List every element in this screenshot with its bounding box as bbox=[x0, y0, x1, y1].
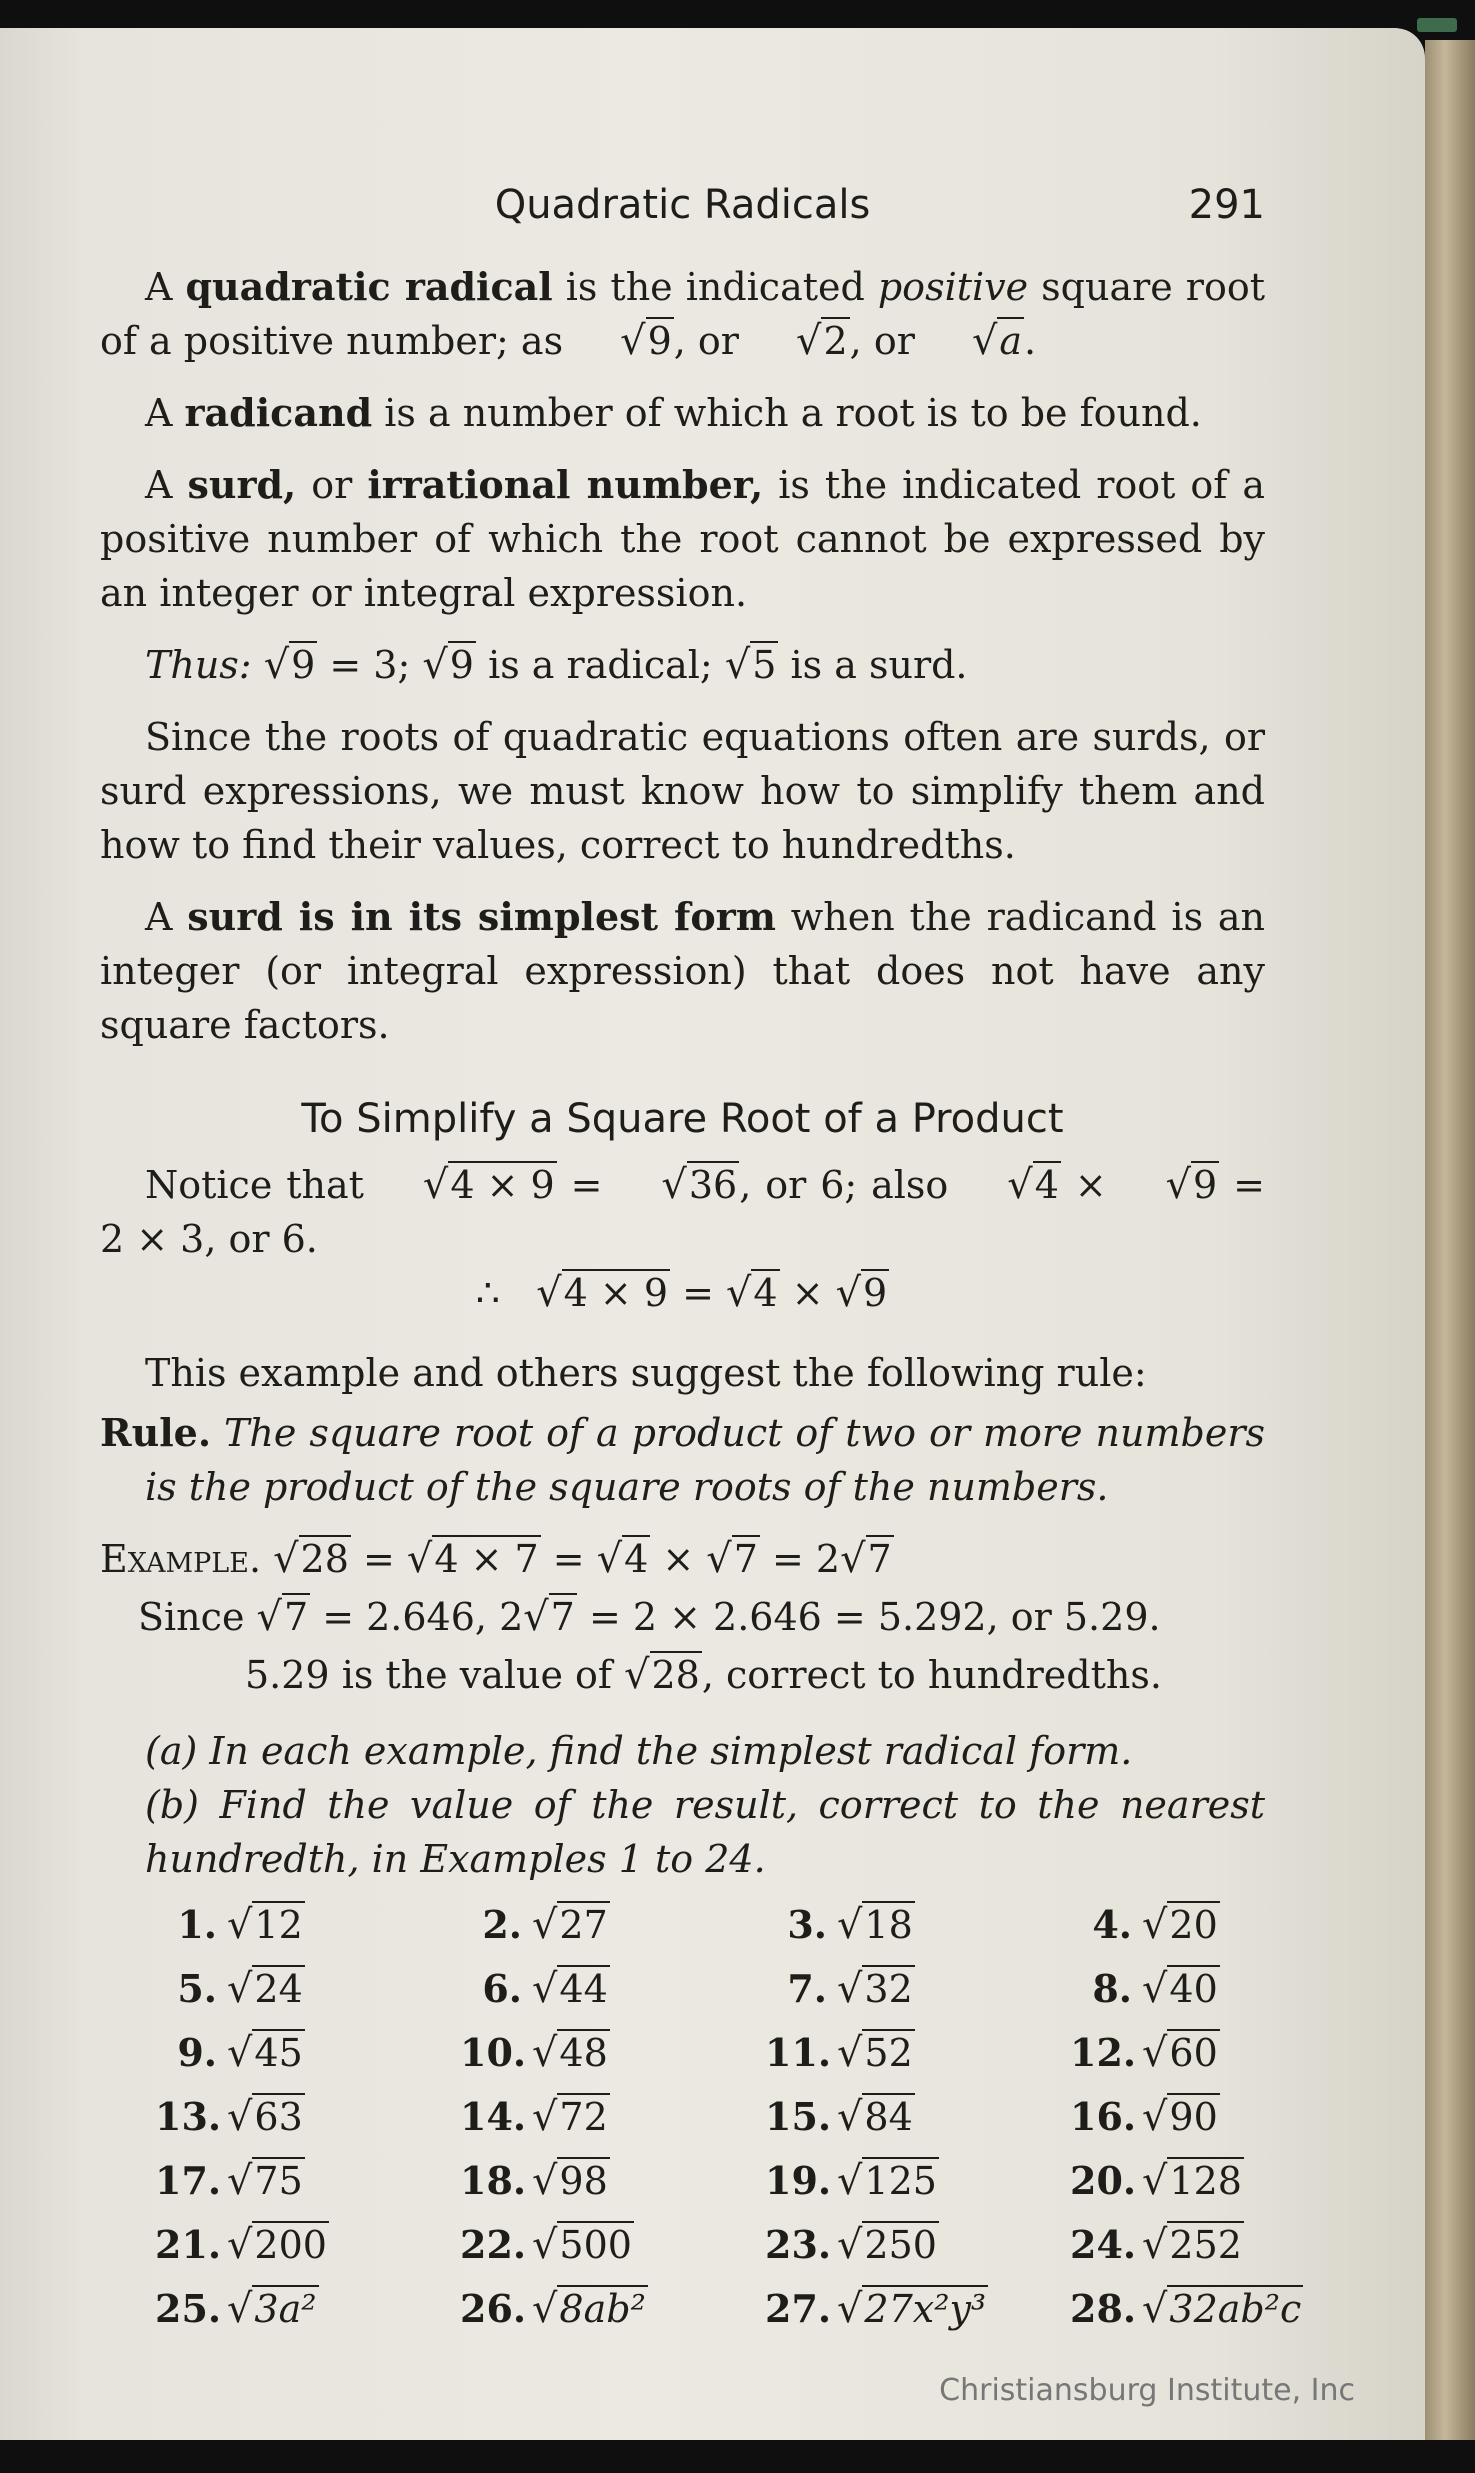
therefore-line: ∴ √4 × 9 = √4 × √9 bbox=[100, 1266, 1265, 1320]
exercise-number: 12. bbox=[1070, 2030, 1137, 2075]
exercise-number: 11. bbox=[765, 2030, 832, 2075]
radical: √4 × 9 bbox=[422, 1162, 555, 1208]
exercise-item bbox=[765, 2152, 1070, 2210]
radical: √12 bbox=[227, 1902, 303, 1948]
radical: √9 bbox=[422, 642, 474, 688]
exercise-number: 2. bbox=[482, 1902, 522, 1947]
exercise-item bbox=[155, 1960, 460, 2018]
radical: √4 bbox=[726, 1270, 778, 1316]
term-surd: surd, bbox=[187, 462, 297, 507]
exercise-number: 22. bbox=[460, 2222, 527, 2267]
exercise-item bbox=[1070, 2216, 1375, 2274]
exercise-number: 13. bbox=[155, 2094, 222, 2139]
exercise-number: 24. bbox=[1070, 2222, 1137, 2267]
radical: √252 bbox=[1142, 2222, 1242, 2268]
exercise-number: 7. bbox=[787, 1966, 827, 2011]
book-page bbox=[0, 28, 1425, 2440]
exercise-item bbox=[765, 2280, 1070, 2338]
exercise-number: 25. bbox=[155, 2286, 222, 2331]
radical: √4 bbox=[596, 1536, 649, 1582]
exercise-item bbox=[460, 2216, 765, 2274]
exercise-item bbox=[1070, 2088, 1375, 2146]
exercise-item bbox=[765, 2088, 1070, 2146]
book-spine bbox=[1425, 40, 1475, 2440]
radical: √45 bbox=[227, 2030, 303, 2076]
radical: √48 bbox=[532, 2030, 608, 2076]
exercise-item bbox=[460, 2024, 765, 2082]
radical: √128 bbox=[1142, 2158, 1242, 2204]
radical: √63 bbox=[227, 2094, 303, 2140]
term-quadratic-radical: quadratic radical bbox=[185, 264, 553, 309]
thus-example: Thus: √9 = 3; √9 is a radical; √5 is a surd. bbox=[145, 638, 1265, 692]
term-radicand: radicand bbox=[184, 390, 373, 435]
exercise-number: 28. bbox=[1070, 2286, 1137, 2331]
radical: √28 bbox=[273, 1536, 349, 1582]
exercise-number: 1. bbox=[177, 1902, 217, 1947]
radical: √500 bbox=[532, 2222, 632, 2268]
radical: √3a² bbox=[227, 2286, 317, 2332]
page-header bbox=[100, 178, 1265, 242]
radical: √4 bbox=[1007, 1162, 1059, 1208]
page-number: 291 bbox=[1188, 182, 1265, 228]
exercise-item bbox=[765, 1960, 1070, 2018]
notice-line: Notice that √4 × 9 = √36, or 6; also √4 × √9 = 2 × 3, or 6. bbox=[100, 1158, 1265, 1266]
running-title: Quadratic Radicals bbox=[494, 182, 871, 228]
radical: √7 bbox=[523, 1594, 575, 1640]
exercise-item bbox=[155, 2152, 460, 2210]
radical: √32ab²c bbox=[1142, 2286, 1302, 2332]
radical: √40 bbox=[1142, 1966, 1218, 2012]
instruction-a: (a) In each example, find the simplest radical form. bbox=[145, 1729, 1133, 1773]
radical: √52 bbox=[837, 2030, 913, 2076]
radical: √27x²y³ bbox=[837, 2286, 987, 2332]
radical: √36 bbox=[661, 1162, 738, 1208]
exercise-number: 21. bbox=[155, 2222, 222, 2267]
paragraph-quadratic-radical: A quadratic radical is the indicated positive square root of a positive number; as √9, or √2, or √a. bbox=[100, 260, 1265, 368]
radical: √7 bbox=[706, 1536, 758, 1582]
paragraph-radicand: A radicand is a number of which a root is to be found. bbox=[145, 390, 1202, 435]
exercise-number: 6. bbox=[482, 1966, 522, 2011]
radical: √125 bbox=[837, 2158, 937, 2204]
exercise-number: 18. bbox=[460, 2158, 527, 2203]
exercise-item bbox=[765, 2024, 1070, 2082]
rule-block bbox=[100, 1406, 1265, 1514]
exercise-number: 14. bbox=[460, 2094, 527, 2139]
exercise-grid bbox=[155, 1896, 1302, 2338]
exercise-number: 23. bbox=[765, 2222, 832, 2267]
exercise-number: 26. bbox=[460, 2286, 527, 2331]
exercise-number: 19. bbox=[765, 2158, 832, 2203]
exercise-item bbox=[155, 2088, 460, 2146]
radical: √9 bbox=[835, 1270, 888, 1316]
radical: √5 bbox=[724, 642, 777, 688]
book-spine-top bbox=[1417, 18, 1457, 32]
radical: √24 bbox=[227, 1966, 303, 2012]
radical: √60 bbox=[1142, 2030, 1218, 2076]
radical: √9 bbox=[620, 318, 672, 364]
exercise-item bbox=[1070, 2024, 1375, 2082]
exercise-item bbox=[460, 1960, 765, 2018]
exercise-number: 4. bbox=[1092, 1902, 1132, 1947]
exercise-number: 15. bbox=[765, 2094, 832, 2139]
exercise-item bbox=[155, 2216, 460, 2274]
radical: √27 bbox=[532, 1902, 608, 1948]
rule-text: The square root of a product of two or more numbers is the product of the square roots of the numbers. bbox=[145, 1411, 1265, 1509]
exercise-number: 16. bbox=[1070, 2094, 1137, 2139]
term-simplest-form: surd is in its simplest form bbox=[187, 894, 776, 939]
exercise-item bbox=[460, 1896, 765, 1954]
page-content bbox=[100, 178, 1302, 2338]
exercise-item bbox=[1070, 2280, 1375, 2338]
paragraph-simplest-form: A surd is in its simplest form when the radicand is an integer (or integral expression) that does not have any square factors. bbox=[100, 894, 1265, 1047]
radical: √200 bbox=[227, 2222, 327, 2268]
exercise-number: 8. bbox=[1092, 1966, 1132, 2011]
radical: √a bbox=[971, 318, 1023, 364]
radical: √2 bbox=[796, 318, 848, 364]
paragraph-surd: A surd, or irrational number, is the indicated root of a positive number of which the root cannot be expressed by an integer or integral expression. bbox=[100, 462, 1266, 615]
term-irrational-number: irrational number, bbox=[367, 462, 764, 507]
exercise-item bbox=[460, 2088, 765, 2146]
watermark: Christiansburg Institute, Inc bbox=[939, 2373, 1355, 2408]
example-line-2: Since √7 = 2.646, 2√7 = 2 × 2.646 = 5.292, or 5.29. bbox=[138, 1590, 1265, 1644]
exercise-number: 10. bbox=[460, 2030, 527, 2075]
exercise-item bbox=[460, 2280, 765, 2338]
example-line-3: 5.29 is the value of √28, correct to hundredths. bbox=[245, 1648, 1265, 1702]
exercise-item bbox=[1070, 2152, 1375, 2210]
radical: √18 bbox=[837, 1902, 913, 1948]
section-heading: To Simplify a Square Root of a Product bbox=[301, 1096, 1064, 1142]
radical: √75 bbox=[227, 2158, 303, 2204]
exercise-number: 5. bbox=[177, 1966, 217, 2011]
example-label: Example. bbox=[100, 1537, 262, 1581]
instruction-b: (b) Find the value of the result, correct to the nearest hundredth, in Examples 1 to 24. bbox=[145, 1783, 1265, 1881]
exercise-number: 17. bbox=[155, 2158, 222, 2203]
suggest-line: This example and others suggest the following rule: bbox=[145, 1351, 1147, 1395]
exercise-number: 3. bbox=[787, 1902, 827, 1947]
rule-label: Rule. bbox=[100, 1410, 212, 1455]
radical: √90 bbox=[1142, 2094, 1218, 2140]
exercise-item bbox=[1070, 1896, 1375, 1954]
paragraph-roots: Since the roots of quadratic equations often are surds, or surd expressions, we must know how to simplify them and how to find their values, correct to hundredths. bbox=[100, 715, 1265, 867]
exercise-item bbox=[765, 2216, 1070, 2274]
exercise-number: 27. bbox=[765, 2286, 832, 2331]
radical: √250 bbox=[837, 2222, 937, 2268]
exercise-item bbox=[765, 1896, 1070, 1954]
exercise-item bbox=[155, 2280, 460, 2338]
exercise-number: 20. bbox=[1070, 2158, 1137, 2203]
exercise-item bbox=[155, 1896, 460, 1954]
example-line-1: Example. √28 = √4 × 7 = √4 × √7 = 2√7 bbox=[100, 1532, 1265, 1586]
exercise-number: 9. bbox=[177, 2030, 217, 2075]
radical: √4 × 7 bbox=[406, 1536, 539, 1582]
radical: √28 bbox=[624, 1652, 700, 1698]
radical: √7 bbox=[840, 1536, 892, 1582]
radical: √9 bbox=[1165, 1162, 1218, 1208]
radical: √32 bbox=[837, 1966, 913, 2012]
radical: √20 bbox=[1142, 1902, 1218, 1948]
radical: √84 bbox=[837, 2094, 913, 2140]
exercise-item bbox=[460, 2152, 765, 2210]
radical: √4 × 9 bbox=[536, 1270, 668, 1316]
radical: √72 bbox=[532, 2094, 608, 2140]
radical: √44 bbox=[532, 1966, 608, 2012]
exercise-item bbox=[1070, 1960, 1375, 2018]
exercise-item bbox=[155, 2024, 460, 2082]
radical: √98 bbox=[532, 2158, 608, 2204]
radical: √8ab² bbox=[532, 2286, 646, 2332]
radical: √7 bbox=[256, 1594, 309, 1640]
radical: √9 bbox=[263, 642, 316, 688]
